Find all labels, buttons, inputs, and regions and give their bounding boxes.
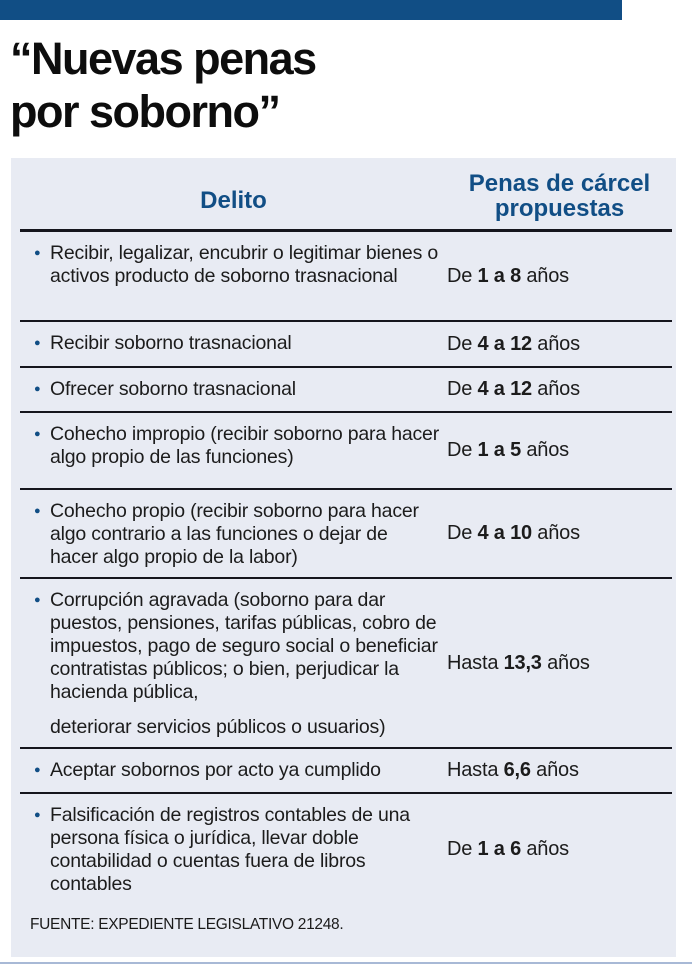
pena-cell xyxy=(447,836,672,863)
column-header-penas xyxy=(447,171,672,229)
pena-bold-value: 1 a 8 xyxy=(477,264,522,287)
delito-cell xyxy=(20,579,447,747)
pena-cell xyxy=(447,437,672,464)
delito-text: Ofrecer soborno trasnacional xyxy=(50,378,296,400)
pena-prefix: Hasta xyxy=(447,651,499,674)
table-row xyxy=(20,794,672,904)
delito-text: Cohecho propio (recibir soborno para hacer algo contrario a las funciones o dejar de hacer algo propio de la labor) xyxy=(50,500,419,568)
delito-cell xyxy=(20,490,447,577)
delito-text: Falsificación de registros contables de una persona física o jurídica, llevar doble contabilidad o cuentas fuera de libros contables xyxy=(50,804,410,895)
bullet-icon: ● xyxy=(34,809,41,821)
delito-cell xyxy=(20,322,447,366)
delito-cell xyxy=(20,794,447,904)
table-row xyxy=(20,490,672,579)
table-row xyxy=(20,368,672,413)
source-credit: FUENTE: EXPEDIENTE LEGISLATIVO 21248. xyxy=(30,916,344,933)
pena-cell xyxy=(447,376,672,403)
delito-cell xyxy=(20,232,447,320)
top-accent-bar xyxy=(0,0,622,20)
pena-bold-value: 1 a 5 xyxy=(477,439,522,461)
pena-suffix: años xyxy=(526,837,569,860)
page-title-line1: “Nuevas penas xyxy=(10,33,316,84)
pena-bold-value: 4 a 12 xyxy=(477,378,532,400)
column-header-penas-line1: Penas de cárcel xyxy=(468,170,651,197)
pena-suffix: años xyxy=(537,332,580,355)
bullet-icon: ● xyxy=(34,594,41,606)
pena-prefix: De xyxy=(447,522,473,544)
pena-prefix: De xyxy=(447,837,473,860)
pena-bold-value: 4 a 12 xyxy=(477,332,532,355)
bullet-icon: ● xyxy=(34,383,41,395)
page-title-line2: por soborno” xyxy=(10,86,280,137)
bullet-icon: ● xyxy=(34,247,41,259)
bullet-icon: ● xyxy=(34,764,41,776)
pena-suffix: años xyxy=(547,651,590,674)
delito-text: Recibir, legalizar, encubrir o legitimar bienes o activos producto de soborno trasnacional xyxy=(50,242,438,287)
delito-text: Recibir soborno trasnacional xyxy=(50,332,292,354)
pena-suffix: años xyxy=(537,522,580,544)
pena-bold-value: 1 a 6 xyxy=(477,837,522,860)
bullet-icon: ● xyxy=(34,337,41,349)
bullet-icon: ● xyxy=(34,428,41,440)
table-row xyxy=(20,579,672,749)
pena-cell xyxy=(447,520,672,547)
pena-bold-value: 4 a 10 xyxy=(477,522,532,544)
pena-prefix: Hasta xyxy=(447,759,499,781)
pena-suffix: años xyxy=(526,264,569,287)
table-row xyxy=(20,232,672,322)
pena-bold-value: 6,6 xyxy=(503,759,531,781)
pena-prefix: De xyxy=(447,378,473,400)
pena-cell xyxy=(447,331,672,358)
page-title xyxy=(10,32,316,138)
delito-text: Cohecho impropio (recibir soborno para hacer algo propio de las funciones) xyxy=(50,423,439,468)
pena-prefix: De xyxy=(447,332,473,355)
table-row xyxy=(20,749,672,794)
pena-suffix: años xyxy=(537,378,580,400)
pena-prefix: De xyxy=(447,264,473,287)
pena-suffix: años xyxy=(526,439,569,461)
table-row xyxy=(20,322,672,368)
bullet-icon: ● xyxy=(34,505,41,517)
delito-cell xyxy=(20,368,447,411)
pena-cell xyxy=(447,757,672,784)
pena-cell xyxy=(447,650,672,677)
pena-suffix: años xyxy=(536,759,579,781)
pena-bold-value: 13,3 xyxy=(503,651,542,674)
delito-text-continued: deteriorar servicios públicos o usuarios) xyxy=(50,716,386,738)
column-header-delito: Delito xyxy=(200,187,267,214)
delito-text: Aceptar sobornos por acto ya cumplido xyxy=(50,759,381,781)
delito-text: Corrupción agravada (soborno para dar puestos, pensiones, tarifas públicas, cobro de impuestos, pago de seguro social o beneficiar contratistas públicos; o bien, perjudicar la hacienda pública, xyxy=(50,589,438,703)
pena-cell xyxy=(447,263,672,290)
column-header-penas-line2: propuestas xyxy=(494,195,625,222)
table-header xyxy=(20,158,672,232)
pena-prefix: De xyxy=(447,439,473,461)
delito-cell xyxy=(20,749,447,792)
delito-cell xyxy=(20,413,447,488)
table-row xyxy=(20,413,672,490)
penalties-table xyxy=(11,158,676,957)
